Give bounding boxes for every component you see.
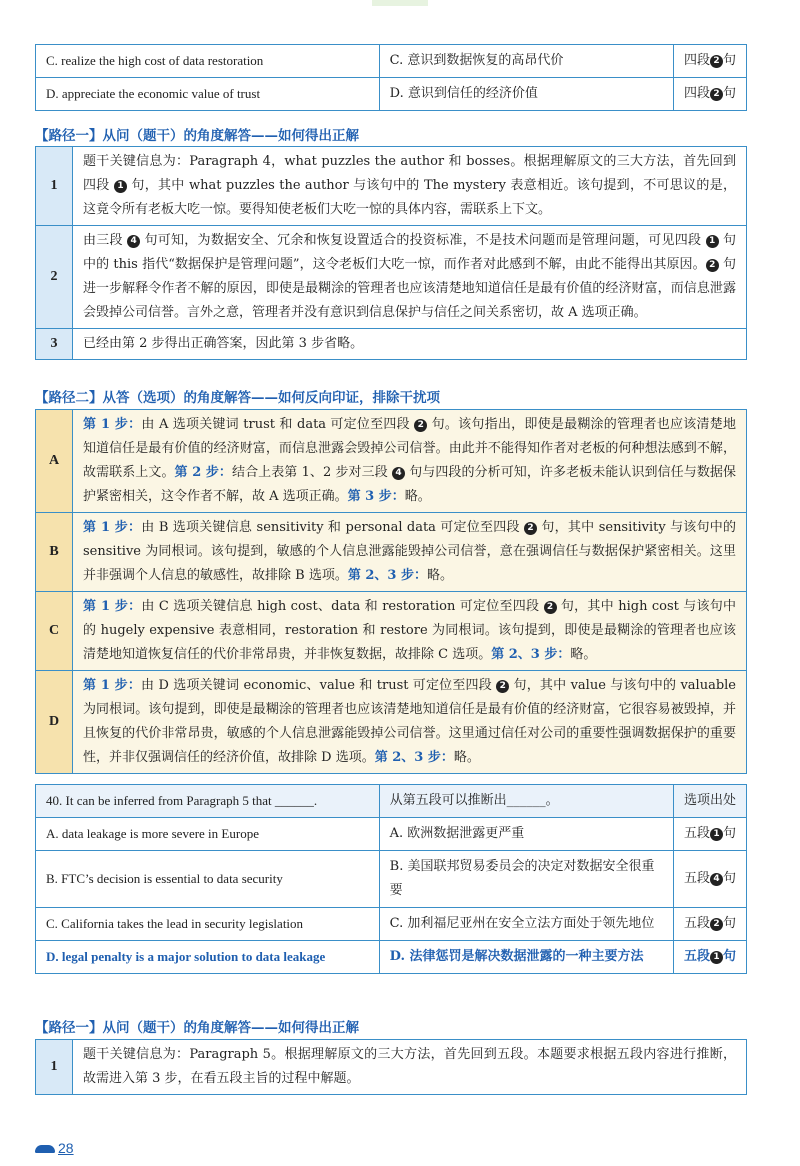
circled-number-2: 2 [414, 419, 427, 432]
step-number: 2 [36, 226, 73, 329]
question-chinese: 从第五段可以推断出______。 [379, 785, 673, 818]
circled-number-2: 2 [710, 88, 723, 101]
circled-number-4: 4 [127, 235, 140, 248]
option-analysis: 第 1 步：由 A 选项关键词 trust 和 data 可定位至四段 2 句。该句指出，即使是最糊涂的管理者也应该清楚地知道信任是最有价值的经济财富，而信息泄露会毁掉公司信誉。由此并不能得知作者对老板的何种想法感到不解，故需联系上文。第 2 步：结合上表第 1、2 步对三段 4 句与四段的分析可知，许多老板未能认识到信任与数据保护紧密相关，这令作者不解，故 A 选项正确。第 3 步：略。 [73, 410, 747, 513]
option-english: D. legal penalty is a major solution to data leakage [36, 941, 380, 974]
option-letter: C [36, 592, 73, 671]
step-label: 第 1 步： [83, 599, 142, 614]
option-english: A. data leakage is more severe in Europe [36, 818, 380, 851]
step-label: 第 1 步： [83, 678, 142, 693]
table-row [36, 410, 747, 513]
table-row [36, 671, 747, 774]
option-english: D. appreciate the economic value of trust [36, 78, 380, 111]
page-top-mark [372, 0, 428, 6]
circled-number-2: 2 [524, 522, 537, 535]
option-chinese: C. 意识到数据恢复的高昂代价 [379, 45, 673, 78]
option-letter: A [36, 410, 73, 513]
step-number: 1 [36, 147, 73, 226]
option-letter: B [36, 513, 73, 592]
page-number [35, 1140, 74, 1156]
table-row [36, 329, 747, 360]
source-header: 选项出处 [673, 785, 746, 818]
circled-number-4: 4 [392, 467, 405, 480]
page-hat-icon [35, 1145, 55, 1153]
option-chinese: C. 加利福尼亚州在安全立法方面处于领先地位 [379, 908, 673, 941]
table-row [36, 941, 747, 974]
table-row [36, 818, 747, 851]
table-row [36, 147, 747, 226]
circled-number-2: 2 [544, 601, 557, 614]
option-source: 五段 1 句 [673, 941, 746, 974]
option-chinese: A. 欧洲数据泄露更严重 [379, 818, 673, 851]
option-source: 四段 2 句 [673, 45, 746, 78]
table-row [36, 908, 747, 941]
path1b-steps-table [35, 1039, 747, 1095]
path2-title: 【路径二】从答（选项）的角度解答——如何反向印证，排除干扰项 [35, 390, 440, 406]
option-analysis: 第 1 步：由 C 选项关键信息 high cost、data 和 restoration 可定位至四段 2 句，其中 high cost 与该句中的 hugely expensive 表意相同，restoration 和 restore 为同根词。该句提到，即使是最糊涂的管理者也应该清楚地知道恢复信任的代价非常昂贵，并非恢复数据，故排除 C 选项。第 2、3 步：略。 [73, 592, 747, 671]
circled-number-1: 1 [706, 235, 719, 248]
table-row [36, 78, 747, 111]
option-analysis: 第 1 步：由 B 选项关键信息 sensitivity 和 personal data 可定位至四段 2 句，其中 sensitivity 与该句中的 sensitive 为同根词。该句提到，敏感的个人信息泄露能毁掉公司信誉，意在强调信任与数据保护紧密相关。这里并非强调个人信息的敏感性，故排除 B 选项。第 2、3 步：略。 [73, 513, 747, 592]
circled-number-2: 2 [710, 918, 723, 931]
step-label: 第 1 步： [83, 417, 142, 432]
option-letter: D [36, 671, 73, 774]
step-text: 题干关键信息为：Paragraph 5。根据理解原文的三大方法，首先回到五段。本题要求根据五段内容进行推断，故需进入第 3 步，在看五段主旨的过程中解题。 [73, 1040, 747, 1095]
page-number-text: 28 [58, 1140, 74, 1156]
option-chinese: D. 法律惩罚是解决数据泄露的一种主要方法 [379, 941, 673, 974]
circled-number-1: 1 [114, 180, 127, 193]
circled-number-2: 2 [496, 680, 509, 693]
path2-options-table [35, 409, 747, 774]
circled-number-1: 1 [710, 828, 723, 841]
step-text: 已经由第 2 步得出正确答案，因此第 3 步省略。 [73, 329, 747, 360]
option-english: B. FTC’s decision is essential to data security [36, 851, 380, 908]
step-label: 第 2、3 步： [347, 568, 427, 583]
step-label: 第 2、3 步： [491, 647, 571, 662]
circled-number-4: 4 [710, 873, 723, 886]
step-label: 第 2 步： [174, 465, 232, 480]
prev-question-options-table [35, 44, 747, 111]
table-row [36, 592, 747, 671]
option-chinese: B. 美国联邦贸易委员会的决定对数据安全很重要 [379, 851, 673, 908]
option-source: 五段 2 句 [673, 908, 746, 941]
step-label: 第 3 步： [347, 489, 405, 504]
circled-number-1: 1 [710, 951, 723, 964]
step-label: 第 1 步： [83, 520, 142, 535]
question-english: 40. It can be inferred from Paragraph 5 that ______. [36, 785, 380, 818]
step-number: 3 [36, 329, 73, 360]
option-source: 五段 1 句 [673, 818, 746, 851]
table-row [36, 226, 747, 329]
option-english: C. realize the high cost of data restoration [36, 45, 380, 78]
question-header-row [36, 785, 747, 818]
question-40-table [35, 784, 747, 974]
option-english: C. California takes the lead in security legislation [36, 908, 380, 941]
circled-number-2: 2 [710, 55, 723, 68]
table-row [36, 513, 747, 592]
step-text: 题干关键信息为：Paragraph 4，what puzzles the author 和 bosses。根据理解原文的三大方法，首先回到四段 1 句，其中 what puzzles the author 与该句中的 The mystery 表意相近。该句提到，不可思议的是，这竟令所有老板大吃一惊。要得知使老板们大吃一惊的具体内容，需联系上下文。 [73, 147, 747, 226]
option-analysis: 第 1 步：由 D 选项关键词 economic、value 和 trust 可定位至四段 2 句，其中 value 与该句中的 valuable 为同根词。该句提到，即使是最糊涂的管理者也应该清楚地知道信任是最有价值的经济财富，它很容易被毁掉，并且恢复的代价非常昂贵，敏感的个人信息泄露能毁掉公司信誉。这里通过信任对公司的重要性强调数据保护的重要性，并非仅强调信任的经济价值，故排除 D 选项。第 2、3 步：略。 [73, 671, 747, 774]
option-source: 四段 2 句 [673, 78, 746, 111]
table-row [36, 45, 747, 78]
step-number: 1 [36, 1040, 73, 1095]
step-text: 由三段 4 句可知，为数据安全、冗余和恢复设置适合的投资标准，不是技术问题而是管理问题，可见四段 1 句中的 this 指代“数据保护是管理问题”，这令老板们大吃一惊，而作者对此感到不解，由此不能得出其原因。 2 句进一步解释令作者不解的原因，即使是最糊涂的管理者也应该清楚地知道信任是最有价值的经济财富，而信息泄露会毁掉公司信誉。言外之意，管理者并没有意识到信息保护与信任之间关系密切，故 A 选项正确。 [73, 226, 747, 329]
table-row [36, 1040, 747, 1095]
option-chinese: D. 意识到信任的经济价值 [379, 78, 673, 111]
table-row [36, 851, 747, 908]
path1-steps-table [35, 146, 747, 360]
circled-number-2: 2 [706, 259, 719, 272]
path1b-title: 【路径一】从问（题干）的角度解答——如何得出正解 [35, 1020, 359, 1036]
option-source: 五段 4 句 [673, 851, 746, 908]
step-label: 第 2、3 步： [374, 750, 454, 765]
path1-title: 【路径一】从问（题干）的角度解答——如何得出正解 [35, 128, 359, 144]
